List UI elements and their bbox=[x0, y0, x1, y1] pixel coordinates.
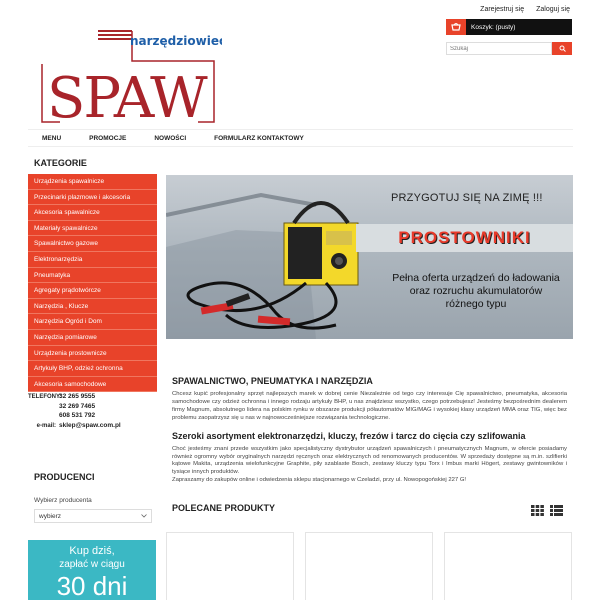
category-item[interactable]: Narzędzia , Klucze bbox=[28, 299, 157, 315]
email-link[interactable]: sklep@spaw.com.pl bbox=[59, 422, 121, 430]
cart-button[interactable] bbox=[446, 19, 572, 35]
hero-banner[interactable] bbox=[166, 175, 573, 339]
grid-view-icon[interactable] bbox=[531, 505, 544, 516]
promo-banner[interactable] bbox=[28, 540, 156, 600]
product-card[interactable] bbox=[166, 532, 294, 600]
search-icon bbox=[559, 45, 566, 52]
category-item[interactable]: Materiały spawalnicze bbox=[28, 221, 157, 237]
view-toggle bbox=[531, 505, 563, 516]
site-logo[interactable] bbox=[36, 27, 222, 140]
chevron-down-icon bbox=[141, 514, 147, 518]
phone-number: 32 265 9555 bbox=[59, 393, 96, 401]
category-item[interactable]: Przecinarki plazmowe i akcesoria bbox=[28, 190, 157, 206]
banner-headline: PRZYGOTUJ SIĘ NA ZIMĘ !!! bbox=[391, 192, 543, 204]
promo-line: zapłać w ciągu bbox=[59, 559, 125, 570]
banner-text: Pełna oferta urządzeń do ładowania oraz rozruchu akumulatorów różnego typu bbox=[392, 272, 560, 310]
promo-line: 30 dni bbox=[56, 571, 128, 600]
product-card[interactable] bbox=[444, 532, 572, 600]
banner-strip-text: PROSTOWNIKI bbox=[398, 228, 531, 247]
register-link[interactable]: Zarejestruj się bbox=[480, 6, 525, 13]
section-text: Chcesz kupić profesjonalny sprzęt najlepszych marek w dobrej cenie Niezależnie od tego czy interesuje Cię spawalnictwo, pneumatyka, akcesoria samochodowe czy odzież ochronna i innego rodzaju artykuły BHP, u nas znajdziesz wszystko, czego potrzebujesz! Jesteśmy bezpośrednim dealerem firmy Magnum, absolutnego lidera na polskim rynku w obszarze produkcji półautomatów MIG/MAG i wysokiej klasy urządzeń MMA oraz TIG, więc bez problemu zaopatrzysz się u nas w najnowocześniejsze rozwiązania technologiczne. bbox=[172, 391, 567, 421]
cart-icon bbox=[446, 19, 466, 35]
phone-number: 608 531 792 bbox=[59, 412, 96, 420]
search-bar bbox=[446, 42, 572, 55]
producer-select[interactable] bbox=[34, 509, 152, 523]
producers-title: PRODUCENCI bbox=[34, 472, 95, 482]
category-item[interactable]: Narzędzia pomiarowe bbox=[28, 330, 157, 346]
section-text: Choć jesteśmy znani przede wszystkim jako specjalistyczny dystrybutor urządzeń spawalniczych i pneumatycznych Magnum, w ofercie posiadamy również ogromny wybór oryginalnych narzędzi ręcznych oraz elektrycznych od renomowanych producentów. W sprzedaży dostępne są m.in. szlifierki kątowe Makita, urządzenia wielofunkcyjne Graphite, piły szablaste Bosch, zestawy kluczy typu Torx i Imbus marki Högert, zestawy gwintowników i tysiące innych produktów. bbox=[172, 445, 567, 476]
producer-select-label: Wybierz producenta bbox=[34, 497, 92, 504]
category-item[interactable]: Artykuły BHP, odzież ochronna bbox=[28, 361, 157, 377]
top-links bbox=[480, 6, 570, 13]
category-list bbox=[28, 174, 157, 392]
category-item[interactable]: Pneumatyka bbox=[28, 268, 157, 284]
nav-contact-form[interactable]: FORMULARZ KONTAKTOWY bbox=[214, 134, 304, 142]
contact-info bbox=[28, 392, 158, 430]
producer-select-value: wybierz bbox=[39, 512, 62, 520]
intro-section bbox=[172, 376, 567, 485]
category-item[interactable]: Spawalnictwo gazowe bbox=[28, 236, 157, 252]
search-button[interactable] bbox=[552, 42, 572, 55]
email-label: e-mail: bbox=[36, 422, 56, 429]
phone-label: TELEFONY: bbox=[28, 393, 62, 400]
section-title: SPAWALNICTWO, PNEUMATYKA I NARZĘDZIA bbox=[172, 376, 373, 386]
nav-new[interactable]: NOWOŚCI bbox=[154, 134, 187, 142]
promo-line: Kup dziś, bbox=[69, 545, 115, 557]
main-nav bbox=[28, 129, 573, 147]
section-text: Zapraszamy do zakupów online i odwiedzenia sklepu stacjonarnego w Czeladzi, przy ul. Nowopogońskiej 227 G! bbox=[172, 477, 467, 484]
category-item[interactable]: Agregaty prądotwórcze bbox=[28, 283, 157, 299]
category-item[interactable]: Akcesoria samochodowe bbox=[28, 377, 157, 393]
category-item[interactable]: Narzędzia Ogród i Dom bbox=[28, 314, 157, 330]
category-item[interactable]: Akcesoria spawalnicze bbox=[28, 205, 157, 221]
featured-title: POLECANE PRODUKTY bbox=[172, 503, 276, 513]
categories-title: KATEGORIE bbox=[34, 158, 87, 168]
nav-promotions[interactable]: PROMOCJE bbox=[89, 134, 127, 142]
list-view-icon[interactable] bbox=[550, 505, 563, 516]
nav-menu[interactable]: MENU bbox=[42, 134, 62, 142]
logo-main-text: SPAW bbox=[47, 66, 206, 131]
section-title: Szeroki asortyment elektronarzędzi, kluczy, frezów i tarcz do cięcia czy szlifowania bbox=[172, 430, 526, 441]
search-input[interactable] bbox=[446, 42, 552, 55]
phone-number: 32 269 7465 bbox=[59, 402, 96, 410]
category-item[interactable]: Urządzenia spawalnicze bbox=[28, 174, 157, 190]
banner-strip bbox=[356, 224, 573, 252]
product-card[interactable] bbox=[305, 532, 433, 600]
login-link[interactable]: Zaloguj się bbox=[536, 6, 570, 13]
cart-label: Koszyk: (pusty) bbox=[471, 23, 516, 31]
logo-subtitle: narzędziowiec bbox=[130, 34, 222, 48]
category-item[interactable]: Elektronarzędzia bbox=[28, 252, 157, 268]
category-item[interactable]: Urządzenia prostownicze bbox=[28, 346, 157, 362]
